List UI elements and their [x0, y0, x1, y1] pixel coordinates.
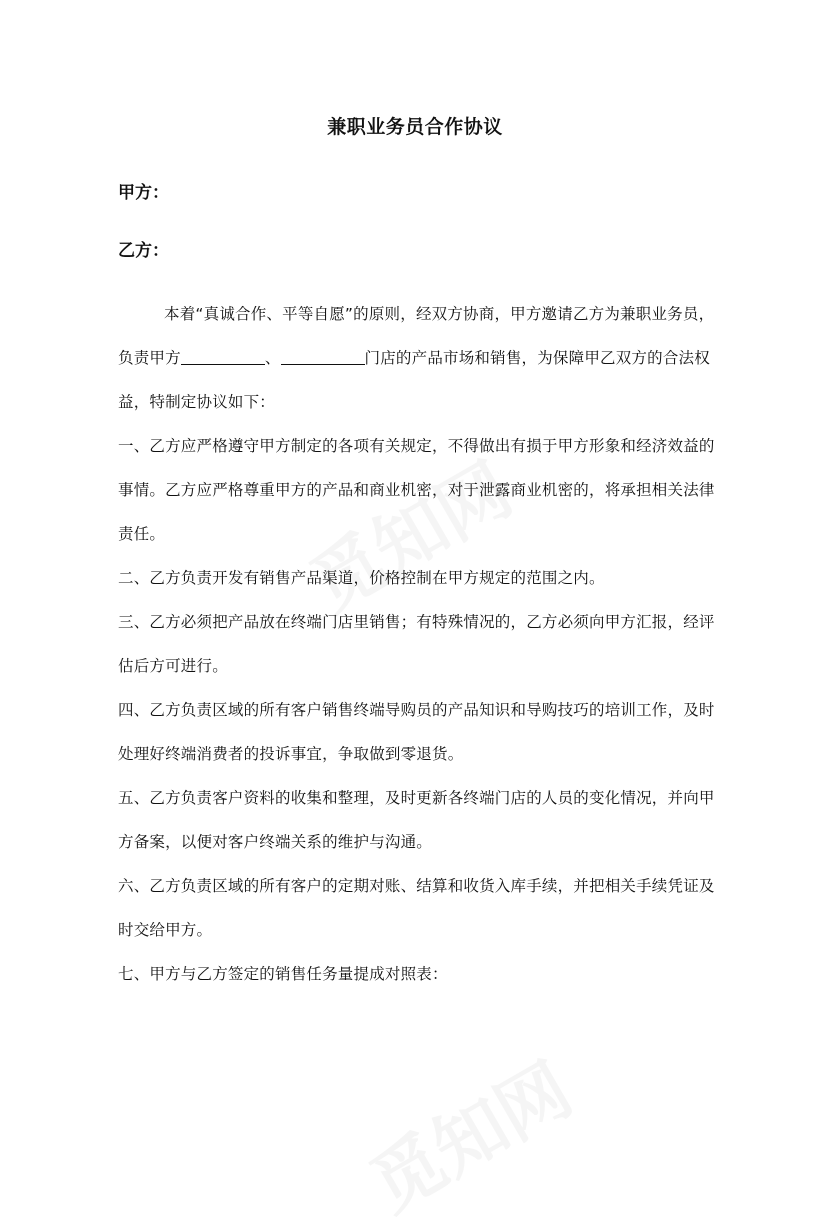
intro-separator: 、 [264, 349, 281, 367]
clause-4: 四、乙方负责区域的所有客户销售终端导购员的产品知识和导购技巧的培训工作，及时处理好终端消费者的投诉事宜，争取做到零退货。 [118, 701, 715, 763]
clause-7: 七、甲方与乙方签定的销售任务量提成对照表： [118, 965, 448, 983]
store-name-blank-2 [281, 346, 365, 365]
party-b-label: 乙方： [118, 241, 169, 261]
intro-paragraph [118, 292, 718, 424]
clause-2: 二、乙方负责开发有销售产品渠道，价格控制在甲方规定的范围之内。 [118, 569, 605, 587]
clause-5: 五、乙方负责客户资料的收集和整理，及时更新各终端门店的人员的变化情况，并向甲方备案，以便对客户终端关系的维护与沟通。 [118, 789, 715, 851]
party-a-label: 甲方： [118, 183, 169, 203]
intro-text-part1: 本着“真诚合作、平等自愿”的原则，经双方协商，甲方邀请乙方为兼职业务员，负责甲方 [118, 305, 715, 367]
watermark [348, 1033, 587, 1231]
clause-6: 六、乙方负责区域的所有客户的定期对账、结算和收货入库手续，并把相关手续凭证及时交给甲方。 [118, 877, 715, 939]
intro-text-part2: 门店的产品市场和销售，为保障甲乙双方的合法权益，特制定协议如下： [118, 349, 710, 411]
clause-3: 三、乙方必须把产品放在终端门店里销售；有特殊情况的，乙方必须向甲方汇报，经评估后方可进行。 [118, 613, 715, 675]
clause-list [118, 424, 718, 996]
document-title: 兼职业务员合作协议 [327, 116, 503, 138]
clause-1: 一、乙方应严格遵守甲方制定的各项有关规定，不得做出有损于甲方形象和经济效益的事情。乙方应严格尊重甲方的产品和商业机密，对于泄露商业机密的，将承担相关法律责任。 [118, 437, 715, 543]
store-name-blank-1 [181, 346, 265, 365]
